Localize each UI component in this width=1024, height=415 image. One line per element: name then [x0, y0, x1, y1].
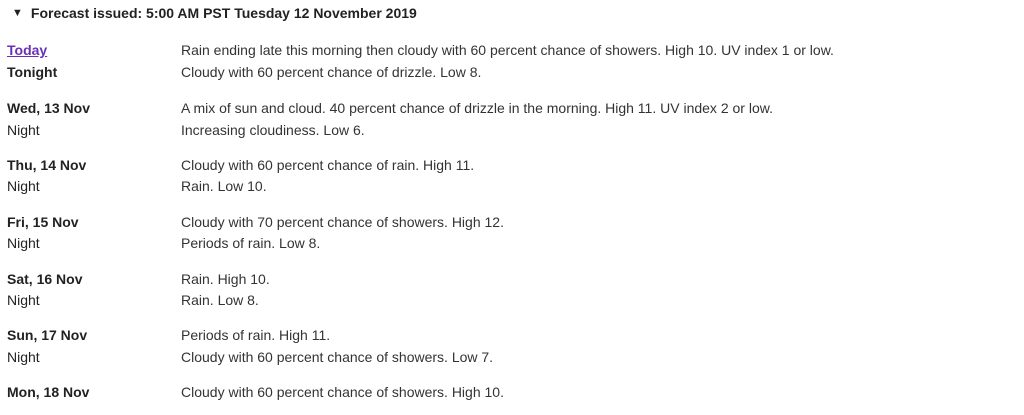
forecast-issued-title: Forecast issued: 5:00 AM PST Tuesday 12 November 2019 [30, 5, 417, 21]
forecast-row-day [0, 97, 1024, 119]
forecast-text: Cloudy with 60 percent chance of showers. Low 7. [181, 349, 494, 365]
disclosure-triangle-icon: ▼ [12, 7, 23, 19]
forecast-text: Cloudy with 70 percent chance of showers. High 12. [181, 214, 504, 230]
night-label: Night [7, 235, 40, 251]
period-label: Tonight [7, 64, 58, 80]
forecast-text: Rain ending late this morning then cloudy with 60 percent chance of showers. High 10. UV index 1 or low. [181, 42, 834, 58]
forecast-row-day [0, 268, 1024, 290]
forecast-text: Increasing cloudiness. Low 6. [181, 122, 365, 138]
day-label: Sun, 17 Nov [7, 327, 88, 343]
forecast-row-tonight [0, 61, 1024, 83]
day-label: Fri, 15 Nov [7, 214, 79, 230]
forecast-text: Cloudy with 60 percent chance of rain. High 11. [181, 157, 475, 173]
forecast-text: Rain. Low 10. [181, 178, 267, 194]
today-link[interactable]: Today [7, 42, 48, 58]
night-label: Night [7, 178, 40, 194]
forecast-row-night [0, 119, 1024, 141]
forecast-text: Periods of rain. Low 8. [181, 235, 321, 251]
forecast-row-day [0, 154, 1024, 176]
day-label: Thu, 14 Nov [7, 157, 87, 173]
forecast-row-night [0, 175, 1024, 197]
night-label: Night [7, 122, 40, 138]
forecast-summary-toggle[interactable] [12, 5, 417, 21]
forecast-text: Rain. Low 8. [181, 292, 259, 308]
forecast-text: Cloudy with 60 percent chance of showers. High 10. [181, 384, 504, 400]
forecast-row-night [0, 289, 1024, 311]
forecast-row-day [0, 211, 1024, 233]
forecast-row-night [0, 232, 1024, 254]
forecast-row-day [0, 381, 1024, 403]
forecast-row-night [0, 346, 1024, 368]
forecast-text: Periods of rain. High 11. [181, 327, 331, 343]
day-label: Sat, 16 Nov [7, 271, 83, 287]
day-label: Mon, 18 Nov [7, 384, 90, 400]
forecast-text: Cloudy with 60 percent chance of drizzle. Low 8. [181, 64, 482, 80]
night-label: Night [7, 292, 40, 308]
night-label: Night [7, 349, 40, 365]
day-label: Wed, 13 Nov [7, 100, 90, 116]
forecast-row-today [0, 39, 1024, 61]
forecast-text: A mix of sun and cloud. 40 percent chance of drizzle in the morning. High 11. UV index 2 or low. [181, 100, 773, 116]
forecast-text: Rain. High 10. [181, 271, 270, 287]
forecast-row-day [0, 324, 1024, 346]
